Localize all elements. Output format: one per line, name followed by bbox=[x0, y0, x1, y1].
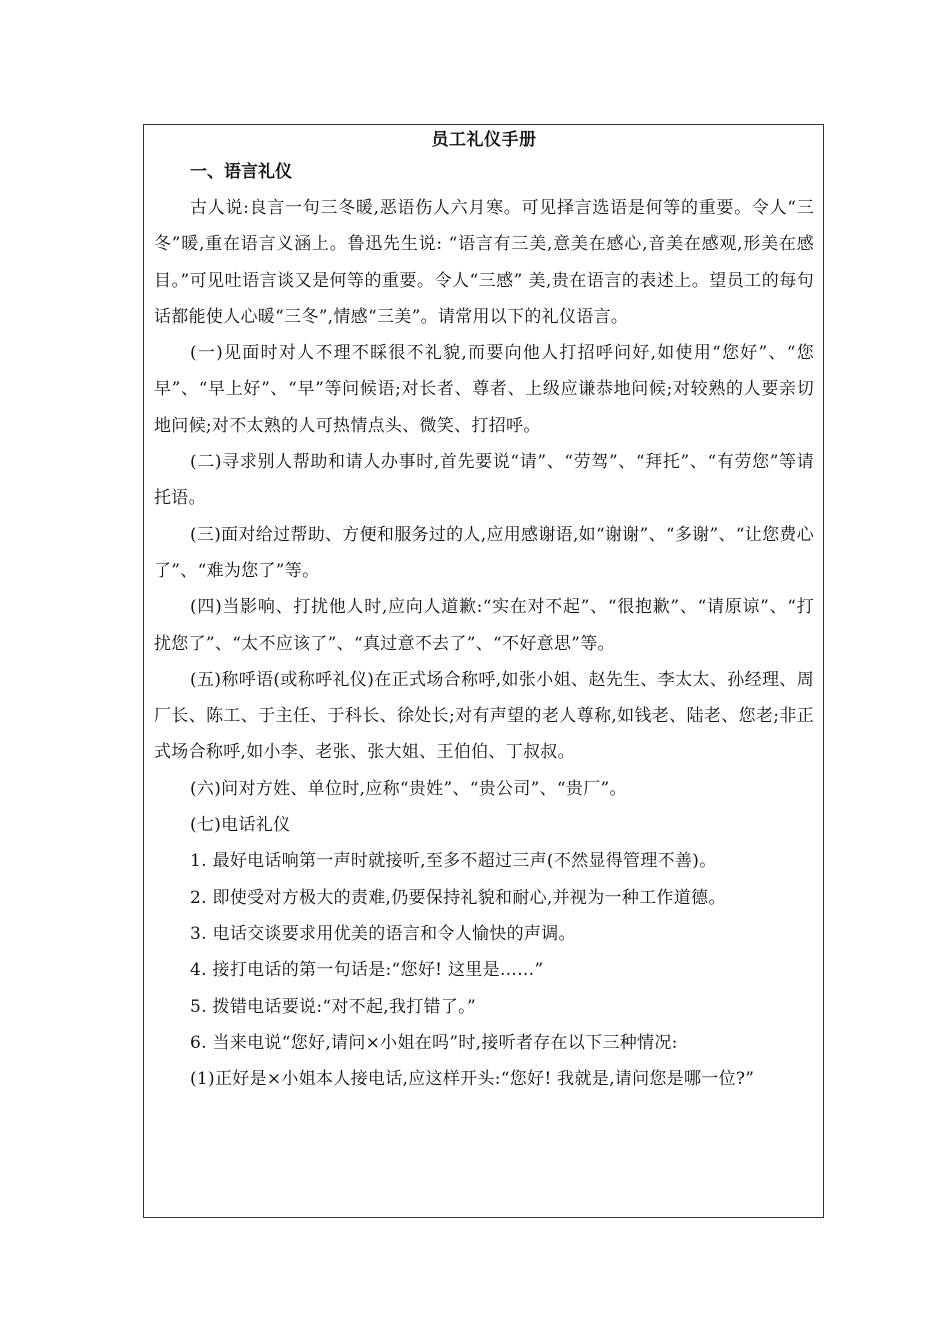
list-item: (1)正好是×小姐本人接电话,应这样开头:“您好! 我就是,请问您是哪一位?” bbox=[190, 1069, 755, 1090]
intro-paragraph: 古人说:良言一句三冬暖,恶语伤人六月寒。可见择言选语是何等的重要。令人“三冬”暖,重在语言义涵上。鲁迅先生说: “语言有三美,意美在感心,音美在感观,形美在感目。”可见吐语言谈又是何等的重要。令人“三感” 美,贵在语言的表述上。望员工的每句话都能使人心暖“三冬”,情感“三美”。请常用以下的礼仪语言。 bbox=[154, 198, 814, 327]
document-title: 员工礼仪手册 bbox=[431, 130, 537, 150]
paragraph-apology: (四)当影响、打扰他人时,应向人道歉:“实在对不起”、“很抱歉”、“请原谅”、“打扰您了”、“太不应该了”、“真过意不去了”、“不好意思”等。 bbox=[154, 597, 814, 654]
paragraph-greeting: (一)见面时对人不理不睬很不礼貌,而要向他人打招呼问好,如使用“您好”、“您早”、“早上好”、“早”等问候语;对长者、尊者、上级应谦恭地问候;对较熟的人要亲切地问候;对不太熟的人可热情点头、微笑、打招呼。 bbox=[154, 343, 814, 436]
section-heading: 一、语言礼仪 bbox=[190, 162, 292, 182]
list-item: 2. 即使受对方极大的责难,仍要保持礼貌和耐心,并视为一种工作道德。 bbox=[190, 887, 726, 908]
document-frame bbox=[143, 124, 824, 1218]
list-item: 1. 最好电话响第一声时就接听,至多不超过三声(不然显得管理不善)。 bbox=[190, 851, 717, 872]
paragraph-thanks: (三)面对给过帮助、方便和服务过的人,应用感谢语,如“谢谢”、“多谢”、“让您费心了”、“难为您了”等。 bbox=[154, 524, 814, 581]
list-item: 4. 接打电话的第一句话是:“您好! 这里是……” bbox=[190, 960, 544, 981]
paragraph-surname: (六)问对方姓、单位时,应称“贵姓”、“贵公司”、“贵厂”。 bbox=[190, 778, 627, 799]
list-item: 6. 当来电说“您好,请问×小姐在吗”时,接听者存在以下三种情况: bbox=[190, 1032, 678, 1053]
list-item: 5. 拨错电话要说:“对不起,我打错了。” bbox=[190, 996, 476, 1017]
list-item: 3. 电话交谈要求用优美的语言和令人愉快的声调。 bbox=[190, 923, 576, 944]
paragraph-request: (二)寻求别人帮助和请人办事时,首先要说“请”、“劳驾”、“拜托”、“有劳您”等请托语。 bbox=[154, 452, 814, 509]
paragraph-address: (五)称呼语(或称呼礼仪)在正式场合称呼,如张小姐、赵先生、李太太、孙经理、周厂长、陈工、于主任、于科长、徐处长;对有声望的老人尊称,如钱老、陆老、您老;非正式场合称呼,如小李、老张、张大姐、王伯伯、丁叔叔。 bbox=[154, 669, 814, 763]
paragraph-phone-heading: (七)电话礼仪 bbox=[190, 815, 291, 836]
